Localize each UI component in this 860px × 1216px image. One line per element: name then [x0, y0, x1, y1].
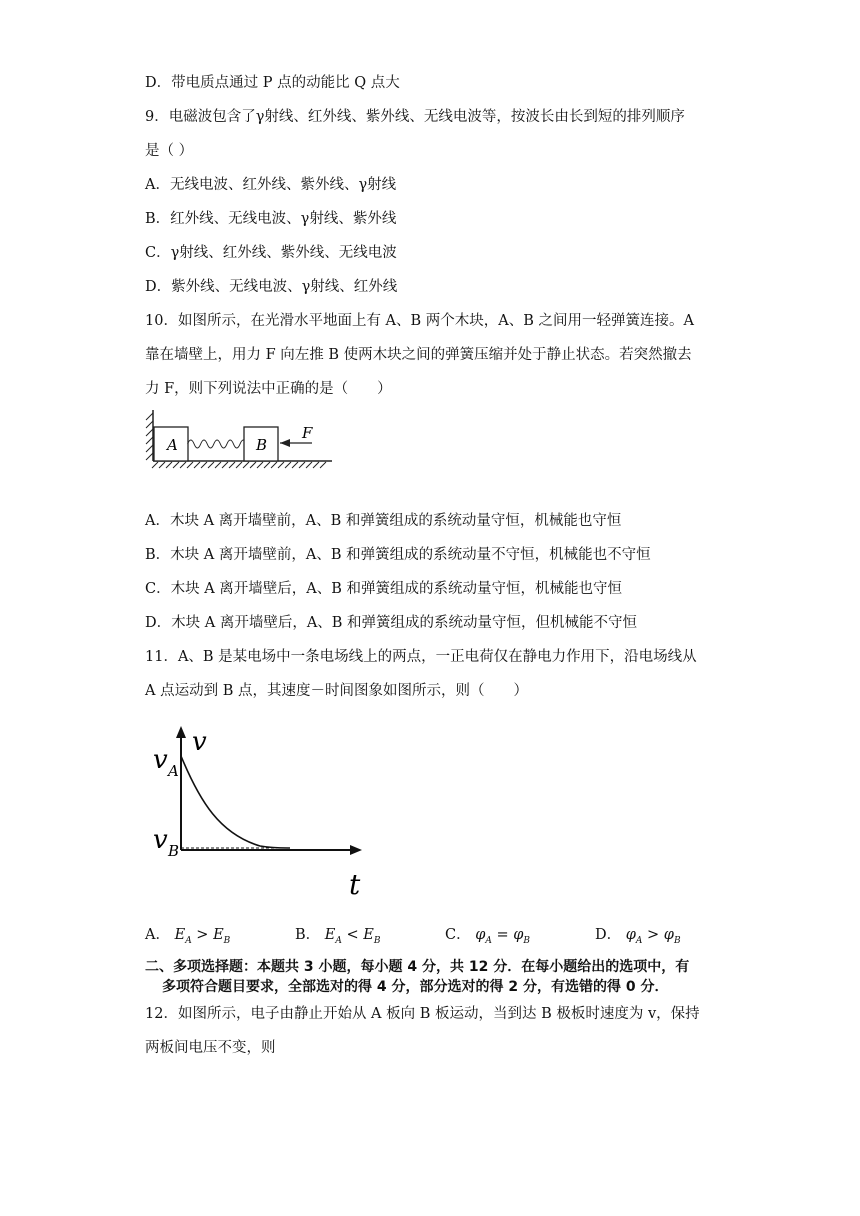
- va-label: v: [153, 745, 168, 775]
- q11-stem-line1: 11．A、B 是某电场中一条电场线上的两点，一正电荷仅在静电力作用下，沿电场线从: [145, 649, 697, 665]
- q11-option-d: D． $\varphi_A > \varphi_B$: [595, 927, 681, 946]
- q10-option-d: D．木块 A 离开墙壁后，A、B 和弹簧组成的系统动量守恒，但机械能不守恒: [145, 615, 638, 631]
- q9-option-c: C．γ射线、红外线、紫外线、无线电波: [145, 245, 397, 261]
- y-axis-label: v: [192, 727, 207, 757]
- q12-stem-line2: 两板间电压不变，则: [145, 1040, 276, 1056]
- x-axis-label: t: [349, 868, 361, 901]
- block-b-label: B: [256, 436, 268, 454]
- q10-stem-line1: 10．如图所示，在光滑水平地面上有 A、B 两个木块，A、B 之间用一轻弹簧连接。A: [145, 313, 695, 329]
- vb-subscript: B: [168, 842, 180, 860]
- q11-option-a: A． $E_A > E_B$: [145, 927, 231, 946]
- q11-stem-line2: A 点运动到 B 点，其速度－时间图象如图所示，则（ ）: [145, 683, 528, 699]
- q10-stem-line2: 靠在墙壁上，用力 F 向左推 B 使两木块之间的弹簧压缩并处于静止状态。若突然撤去: [145, 347, 692, 363]
- vb-label: v: [153, 825, 168, 855]
- section2-heading-line2: 多项符合题目要求，全部选对的得 4 分，部分选对的得 2 分，有选错的得 0 分．: [162, 979, 669, 995]
- q9-option-b: B．红外线、无线电波、γ射线、紫外线: [145, 211, 397, 227]
- q10-figure-spring-blocks: [140, 405, 340, 470]
- q9-stem-line2: 是（ ）: [145, 143, 194, 159]
- q9-option-a: A．无线电波、红外线、紫外线、γ射线: [145, 177, 397, 193]
- q11-velocity-time-graph: [150, 722, 370, 902]
- q11-option-b: B． $E_A < E_B$: [295, 927, 381, 946]
- section2-heading-line1: 二、多项选择题：本题共 3 小题，每小题 4 分，共 12 分．在每小题给出的选项中，有: [145, 959, 690, 975]
- force-f-label: F: [302, 424, 313, 442]
- q10-stem-line3: 力 F，则下列说法中正确的是（ ）: [145, 381, 392, 397]
- q10-option-b: B．木块 A 离开墙壁前，A、B 和弹簧组成的系统动量不守恒，机械能也不守恒: [145, 547, 651, 563]
- q8-option-d: D．带电质点通过 P 点的动能比 Q 点大: [145, 75, 400, 91]
- q9-option-d: D．紫外线、无线电波、γ射线、红外线: [145, 279, 398, 295]
- q10-option-a: A．木块 A 离开墙壁前，A、B 和弹簧组成的系统动量守恒，机械能也守恒: [145, 513, 622, 529]
- q10-option-c: C．木块 A 离开墙壁后，A、B 和弹簧组成的系统动量守恒，机械能也守恒: [145, 581, 623, 597]
- q11-option-c: C． $\varphi_A = \varphi_B$: [445, 927, 531, 946]
- block-a-label: A: [167, 436, 178, 454]
- q12-stem-line1: 12．如图所示，电子由静止开始从 A 板向 B 板运动，当到达 B 极板时速度为 v，保持: [145, 1006, 700, 1022]
- q9-stem-line1: 9．电磁波包含了γ射线、红外线、紫外线、无线电波等，按波长由长到短的排列顺序: [145, 109, 685, 125]
- va-subscript: A: [168, 762, 179, 780]
